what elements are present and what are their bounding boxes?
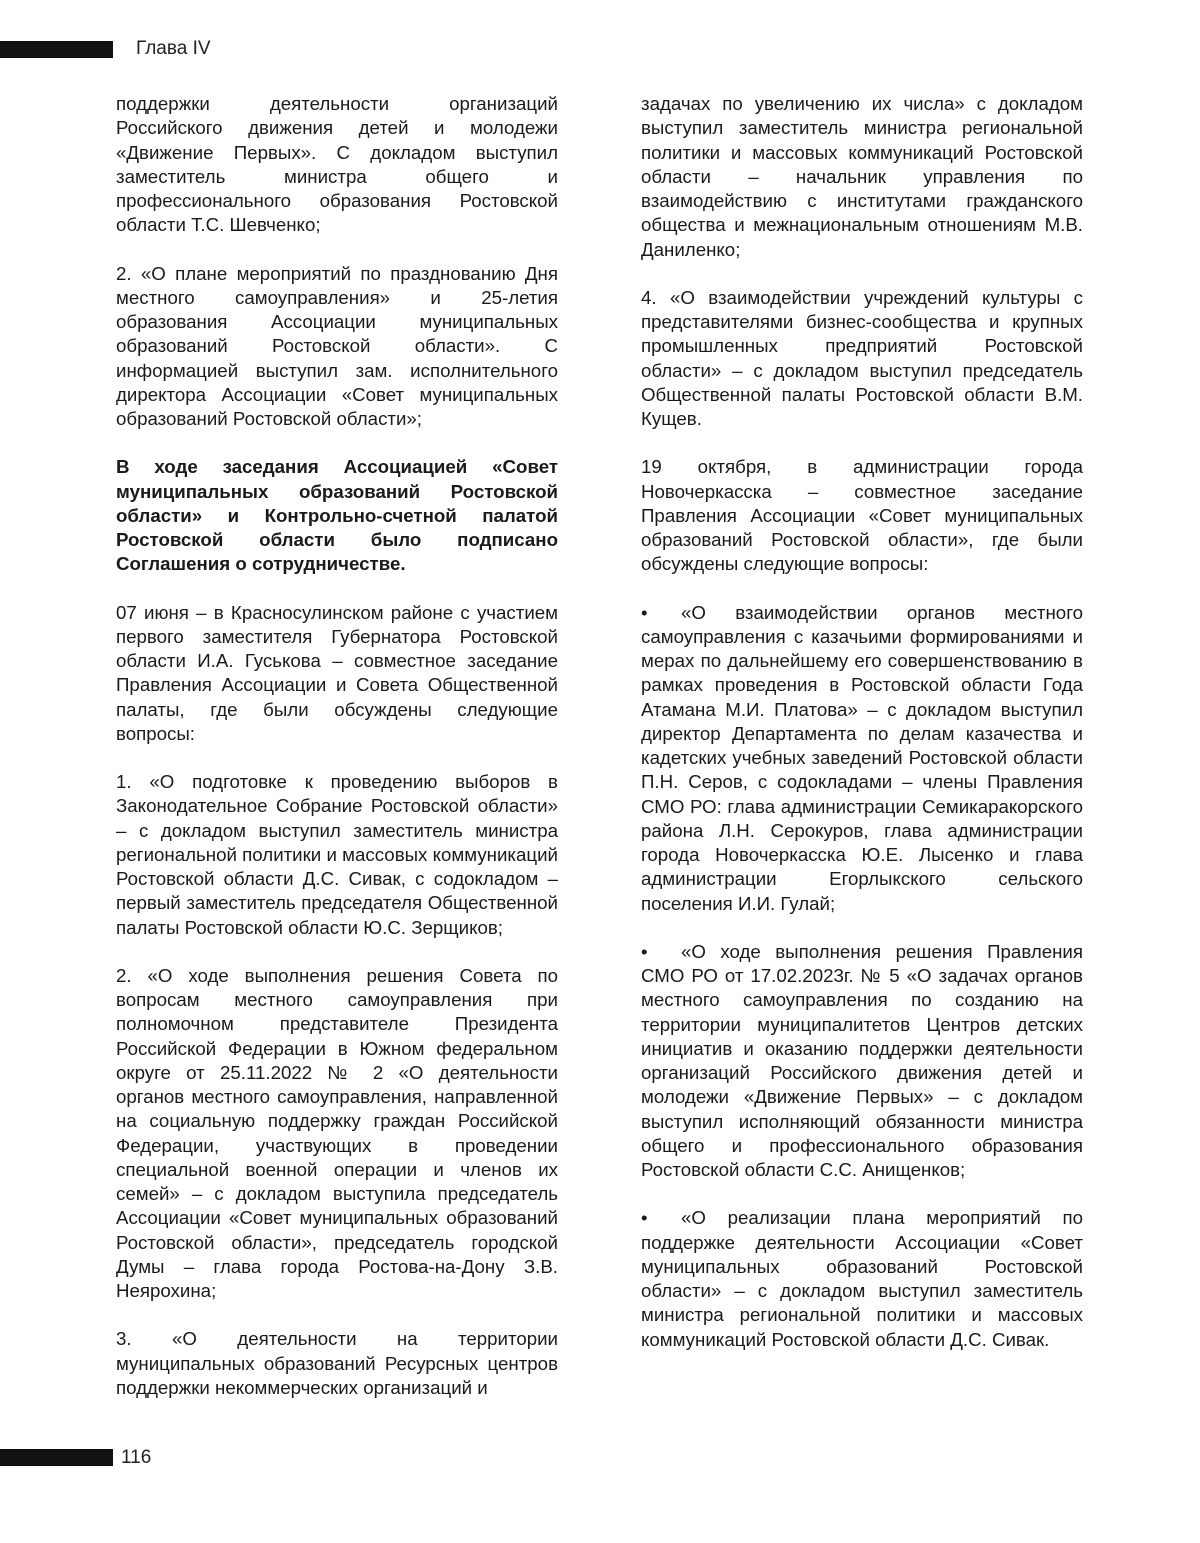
paragraph: поддержки деятельности организаций Российского движения детей и молодежи «Движение Первых». С докладом выступил заместитель министра общего и профессионального образования Ростовской области Т.С. Шевченко; — [116, 93, 558, 236]
chapter-title: Глава IV — [136, 38, 211, 59]
paragraph: 3. «О деятельности на территории муниципальных образований Ресурсных центров поддержки некоммерческих организаций и — [116, 1328, 558, 1398]
right-column — [641, 92, 1083, 1376]
left-column — [116, 92, 558, 1424]
header-bar — [0, 41, 113, 58]
paragraph: 19 октября, в администрации города Новочеркасска – совместное заседание Правления Ассоциации «Совет муниципальных образований Ростовской области», где были обсуждены следующие вопросы: — [641, 456, 1083, 575]
page-number: 116 — [121, 1447, 152, 1468]
bold-paragraph: В ходе заседания Ассоциацией «Совет муниципальных образований Ростовской области» и Контрольно-счетной палатой Ростовской области было подписано Соглашения о сотрудничестве. — [116, 456, 558, 575]
paragraph: 07 июня – в Красносулинском районе с участием первого заместителя Губернатора Ростовской области И.А. Гуськова – совместное заседание Правления Ассоциации и Совета Общественной палаты, где были обсуждены следующие вопросы: — [116, 601, 558, 744]
bullet-text: «О взаимодействии органов местного самоуправления с казачьими формированиями и мерах по дальнейшему его совершенствованию в рамках проведения в Ростовской области Года Атамана М.И. Платова» – с докладом выступил директор Департамента по делам казачества и кадетских учебных заведений Ростовской области П.Н. Серов, с содокладами – члены Правления СМО РО: глава администрации Семикаракорского района Л.Н. Серокуров, глава администрации города Новочеркасска Ю.Е. Лысенко и глава администрации Егорлыкского сельского поселения И.И. Гулай; — [641, 601, 1083, 914]
bullet-text: «О реализации плана мероприятий по поддержке деятельности Ассоциации «Совет муниципальных образований Ростовской области» – с докладом выступил заместитель министра региональной политики и массовых коммуникаций Ростовской области Д.С. Сивак. — [641, 1207, 1083, 1350]
paragraph: 1. «О подготовке к проведению выборов в Законодательное Собрание Ростовской области» – с докладом выступил заместитель министра региональной политики и массовых коммуникаций Ростовской области Д.С. Сивак, с содокладом – первый заместитель председателя Общественной палаты Ростовской области Ю.С. Зерщиков; — [116, 771, 558, 938]
bullet-item — [641, 601, 1083, 916]
paragraph: 2. «О плане мероприятий по празднованию Дня местного самоуправления» и 25-летия образования Ассоциации муниципальных образований Ростовской области». С информацией выступил зам. исполнительного директора Ассоциации «Совет муниципальных образований Ростовской области»; — [116, 262, 558, 429]
bullet-item — [641, 1206, 1083, 1352]
footer-bar — [0, 1449, 113, 1466]
bullet-icon: • — [641, 940, 648, 962]
bullet-item — [641, 940, 1083, 1183]
bullet-icon: • — [641, 1207, 648, 1229]
paragraph: 2. «О ходе выполнения решения Совета по вопросам местного самоуправления при полномочном представителе Президента Российской Федерации в Южном федеральном округе от 25.11.2022 № 2 «О деятельности органов местного самоуправления, направленной на социальную поддержку граждан Российской Федерации, участвующих в проведении специальной военной операции и членов их семей» – с докладом выступила председатель Ассоциации «Совет муниципальных образований Ростовской области», председатель городской Думы – глава города Ростова-на-Дону З.В. Неярохина; — [116, 964, 558, 1301]
paragraph: 4. «О взаимодействии учреждений культуры с представителями бизнес-сообщества и крупных промышленных предприятий Ростовской области» – с докладом выступил председатель Общественной палаты Ростовской области В.М. Кущев. — [641, 286, 1083, 429]
paragraph: задачах по увеличению их числа» с докладом выступил заместитель министра региональной политики и массовых коммуникаций Ростовской области – начальник управления по взаимодействию с институтами гражданского общества и межнациональным отношениям М.В. Даниленко; — [641, 93, 1083, 260]
bullet-text: «О ходе выполнения решения Правления СМО РО от 17.02.2023г. № 5 «О задачах органов местного самоуправления по созданию на территории муниципалитетов Центров детских инициатив и оказанию поддержки деятельности организаций Российского движения детей и молодежи «Движение Первых» – с докладом выступил исполняющий обязанности министра общего и профессионального образования Ростовской области С.С. Анищенков; — [641, 940, 1083, 1180]
bullet-icon: • — [641, 601, 648, 623]
